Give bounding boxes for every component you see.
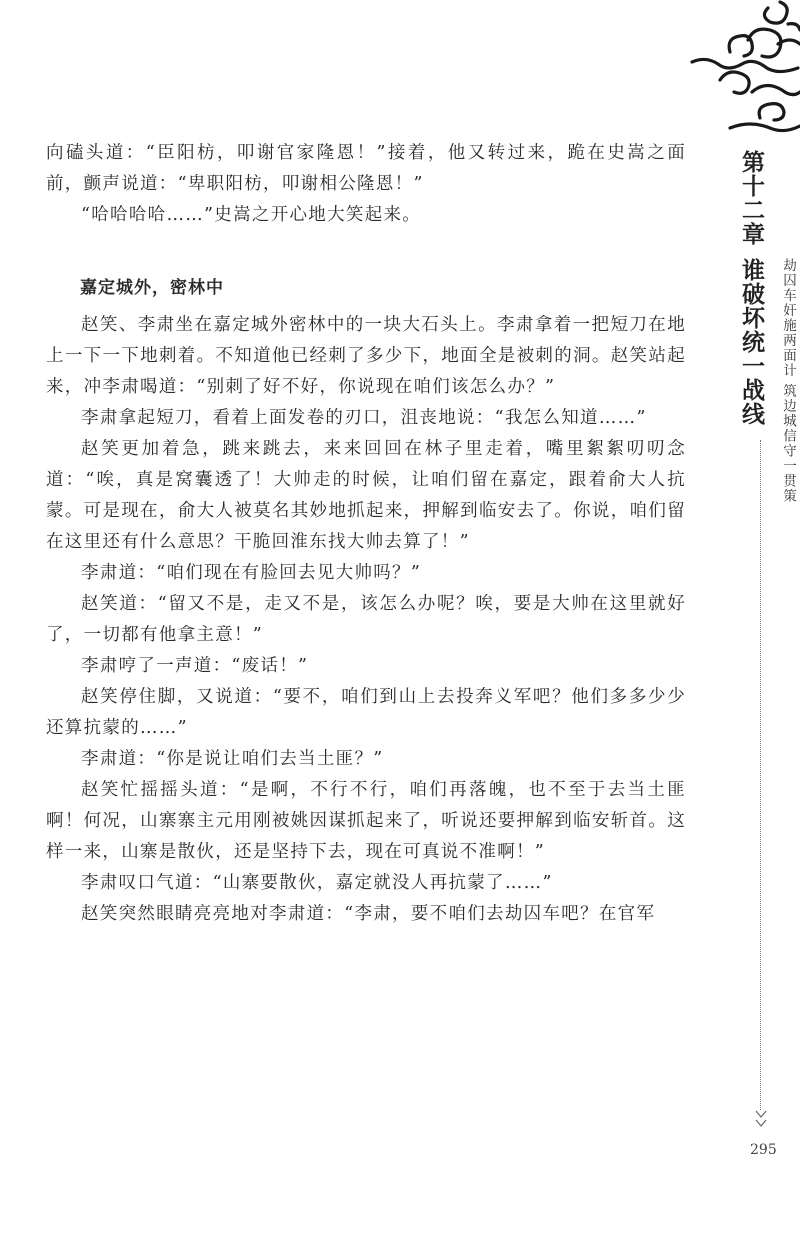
paragraph: 赵笑停住脚，又说道：“要不，咱们到山上去投奔义军吧？他们多多少少还算抗蒙的……” [46,687,686,738]
paragraph: 李肃拿起短刀，看着上面发卷的刃口，沮丧地说：“我怎么知道……” [81,408,647,428]
paragraph: 赵笑、李肃坐在嘉定城外密林中的一块大石头上。李肃拿着一把短刀在地上一下一下地刺着。不知道他已经刺了多少下，地面全是被刺的洞。赵笑站起来，冲李肃喝道：“别刺了好不好，你说现在咱们该怎么办？” [46,315,686,397]
page-number: 295 [750,1142,777,1158]
paragraph: 赵笑道：“留又不是，走又不是，该怎么办呢？唉，要是大帅在这里就好了，一切都有他拿主意！” [46,594,686,645]
chapter-subtitle: 劫囚车奸施两面计 筑边城信守一贯策 [780,258,796,504]
paragraph: 向磕头道：“臣阳枋，叩谢官家隆恩！”接着，他又转过来，跪在史嵩之面前，颤声说道：“卑职阳枋，叩谢相公隆恩！” [46,143,686,194]
paragraph: 李肃道：“你是说让咱们去当土匪？” [81,749,384,769]
cloud-ornament-icon [690,0,800,150]
paragraph: 赵笑更加着急，跳来跳去，来来回回在林子里走着，嘴里絮絮叨叨念道：“唉，真是窝囊透了！大帅走的时候，让咱们留在嘉定，跟着俞大人抗蒙。可是现在，俞大人被莫名其妙地抓起来，押解到临安去了。你说，咱们留在这里还有什么意思？干脆回淮东找大帅去算了！” [46,439,686,552]
chapter-number: 第十二章 [738,150,764,246]
chapter-title: 谁破坏统一战线 [738,258,764,426]
paragraph: 李肃叹口气道：“山寨要散伙，嘉定就没人再抗蒙了……” [81,873,553,893]
paragraph: 李肃哼了一声道：“废话！” [81,656,309,676]
chapter-sidebar [738,150,800,1160]
section-heading: 嘉定城外，密林中 [80,278,224,298]
dotted-divider [760,440,761,1110]
paragraph: 赵笑忙摇摇头道：“是啊，不行不行，咱们再落魄，也不至于去当土匪啊！何况，山寨寨主元用刚被姚因谋抓起来了，听说还要押解到临安斩首。这样一来，山寨是散伙，还是坚持下去，现在可真说不准啊！” [46,780,686,862]
body-text [46,138,686,930]
paragraph: 赵笑突然眼睛亮亮地对李肃道：“李肃，要不咱们去劫囚车吧？在官军 [81,904,656,924]
paragraph: “哈哈哈哈……”史嵩之开心地大笑起来。 [81,205,422,225]
chevron-down-icon [754,1108,768,1130]
paragraph: 李肃道：“咱们现在有脸回去见大帅吗？” [81,563,422,583]
